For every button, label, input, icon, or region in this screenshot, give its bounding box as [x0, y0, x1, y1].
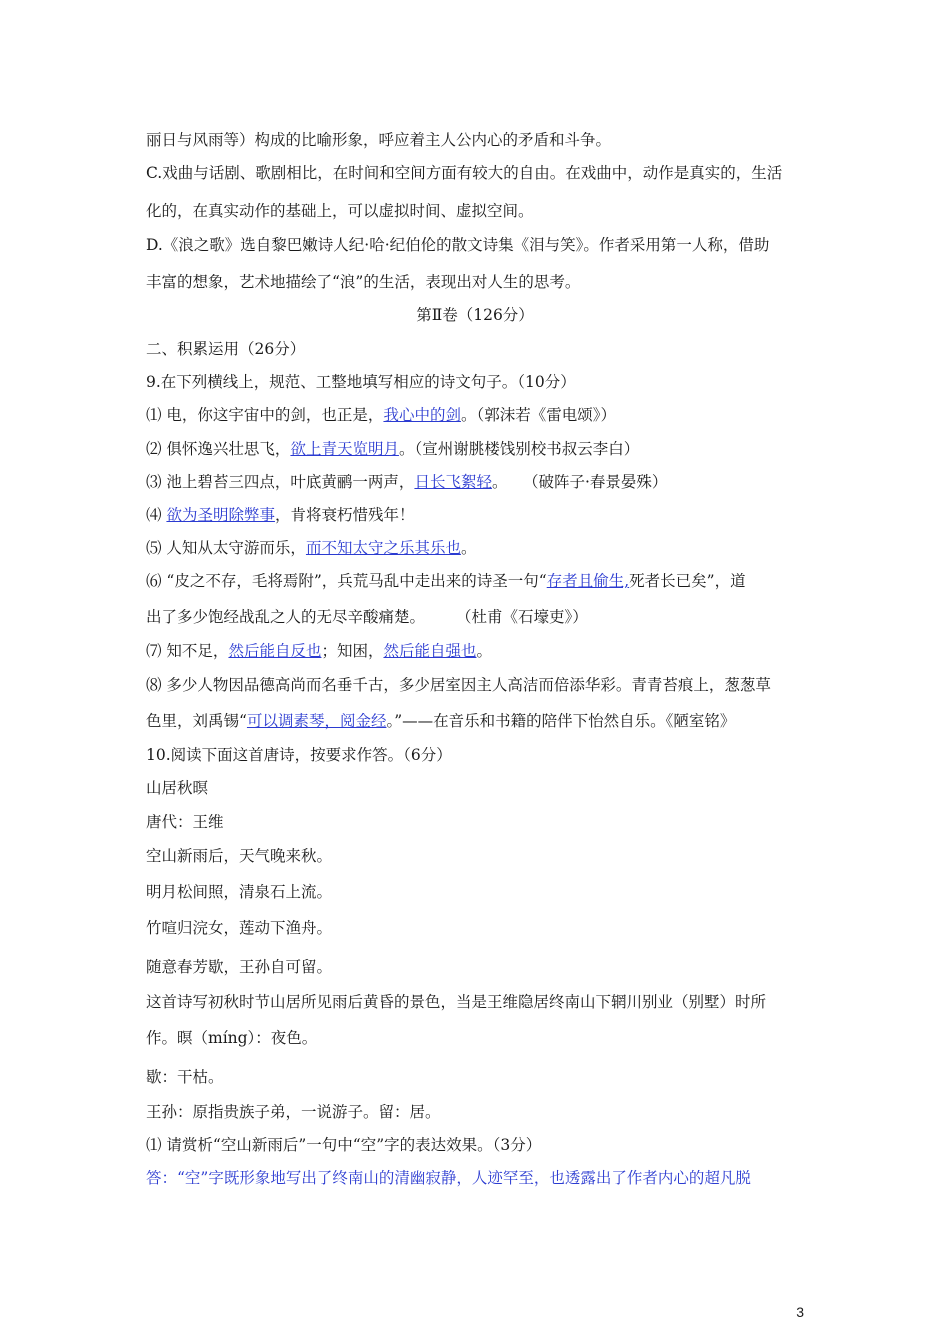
q9-5-answer: 而不知太守之乐其乐也: [305, 539, 461, 557]
poem-line-2: 明月松间照，清泉石上流。: [146, 883, 333, 901]
q9-item-8: ⑻ 多少人物因品德高尚而名垂千古，多少居室因主人高洁而倍添华彩。青青苔痕上，葱葱草: [146, 676, 771, 694]
question-9: 9.在下列横线上，规范、工整地填写相应的诗文句子。（10分）: [146, 373, 576, 391]
question-10: 10.阅读下面这首唐诗，按要求作答。（6分）: [146, 746, 452, 764]
q9-item-4: [146, 503, 414, 525]
q9-4-prompt: ⑷: [146, 506, 167, 524]
q9-6-prompt: ⑹ “皮之不存，毛将焉附”，兵荒马乱中走出来的诗圣一句“: [146, 572, 547, 590]
q9-7-end: 。: [476, 642, 492, 660]
section-heading: 二、积累运用（26分）: [146, 340, 306, 358]
q9-1-prompt: ⑴ 电，你这宇宙中的剑，也正是，: [146, 406, 384, 424]
option-c-line1: C.戏曲与话剧、歌剧相比，在时间和空间方面有较大的自由。在戏曲中，动作是真实的，生活: [146, 164, 783, 182]
poem-author: 唐代：王维: [146, 813, 224, 831]
q9-6-rest: 死者长已矣”，道: [629, 572, 746, 590]
q9-item-3: [146, 470, 667, 492]
q9-2-prompt: ⑵ 俱怀逸兴壮思飞，: [146, 440, 291, 458]
q9-6-answer: 存者且偷生,: [546, 572, 630, 590]
option-d-line2: 丰富的想象，艺术地描绘了“浪”的生活，表现出对人生的思考。: [146, 273, 581, 291]
q10-1-answer: 答：“空”字既形象地写出了终南山的清幽寂静，人迹罕至，也透露出了作者内心的超凡脱: [146, 1169, 751, 1187]
q9-item-2: [146, 437, 639, 459]
q10-item-1: ⑴ 请赏析“空山新雨后”一句中“空”字的表达效果。（3分）: [146, 1136, 542, 1154]
option-c-line2: 化的，在真实动作的基础上，可以虚拟时间、虚拟空间。: [146, 202, 534, 220]
q9-8-answer: 可以调素琴，阅金经: [246, 712, 387, 730]
q9-5-rest: 。: [460, 539, 477, 557]
q9-1-answer: 我心中的剑: [383, 406, 461, 424]
q9-3-prompt: ⑶ 池上碧苔三四点，叶底黄鹂一两声，: [146, 473, 415, 491]
q9-2-answer: 欲上青天览明月: [290, 440, 399, 458]
poem-note-3: 歇：干枯。: [146, 1068, 224, 1086]
q9-8-prompt: 色里，刘禹锡“: [146, 712, 247, 730]
q9-item-6: [146, 569, 746, 591]
volume-heading: 第Ⅱ卷（126分）: [416, 306, 534, 324]
page-number: 3: [796, 1304, 804, 1320]
poem-note-2: 作。暝（míng）：夜色。: [146, 1029, 318, 1047]
q9-5-prompt: ⑸ 人知从太守游而乐，: [146, 539, 306, 557]
poem-line-1: 空山新雨后，天气晚来秋。: [146, 847, 333, 865]
q9-7-prompt: ⑺ 知不足，: [146, 642, 229, 660]
option-d-line1: D.《浪之歌》选自黎巴嫩诗人纪·哈·纪伯伦的散文诗集《泪与笑》。作者采用第一人称，借助: [146, 236, 770, 254]
poem-note-4: 王孙：原指贵族子弟，一说游子。留：居。: [146, 1103, 441, 1121]
text-line: 丽日与风雨等）构成的比喻形象，呼应着主人公内心的矛盾和斗争。: [146, 131, 612, 149]
poem-line-3: 竹喧归浣女，莲动下渔舟。: [146, 919, 333, 937]
q9-item-7: [146, 639, 492, 661]
q9-4-answer: 欲为圣明除弊事: [166, 506, 275, 524]
q9-3-source: 。 （破阵子·春景晏殊）: [491, 473, 668, 491]
q9-8-rest: 。”——在音乐和书籍的陪伴下怡然自乐。《陋室铭》: [386, 712, 736, 730]
q9-3-answer: 日长飞絮轻: [414, 473, 492, 491]
q9-7-mid: ；知困，: [321, 642, 384, 660]
q9-7-answer-1: 然后能自反也: [228, 642, 322, 660]
q9-item-5: [146, 536, 476, 558]
q9-item-6-cont: 出了多少饱经战乱之人的无尽辛酸痛楚。 （杜甫《石壕吏》）: [146, 608, 588, 626]
q9-7-answer-2: 然后能自强也: [383, 642, 477, 660]
poem-note-1: 这首诗写初秋时节山居所见雨后黄昏的景色，当是王维隐居终南山下辋川别业（别墅）时所: [146, 993, 767, 1011]
q9-1-source: 。（郭沫若《雷电颂》）: [460, 406, 616, 424]
poem-line-4: 随意春芳歇，王孙自可留。: [146, 958, 333, 976]
q9-item-8-cont: [146, 709, 735, 731]
poem-title: 山居秋暝: [146, 779, 209, 797]
q9-2-source: 。（宣州谢朓楼饯别校书叔云李白）: [398, 440, 640, 458]
q9-item-1: [146, 403, 616, 425]
q9-4-rest: ，肯将衰朽惜残年！: [274, 506, 415, 524]
